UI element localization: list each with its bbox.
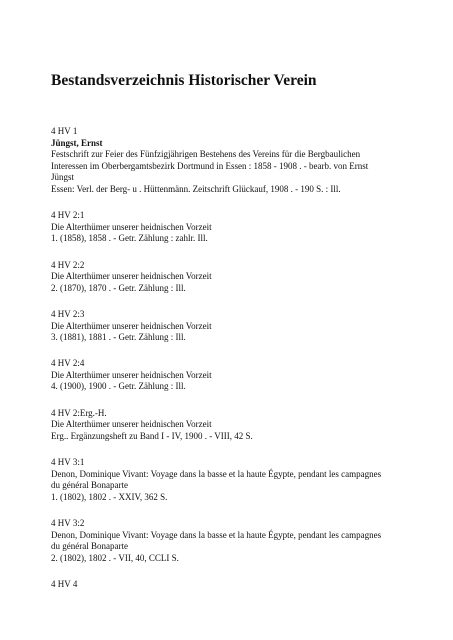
catalog-entry	[51, 358, 411, 393]
catalog-entry	[51, 260, 411, 295]
catalog-entry	[51, 309, 411, 344]
entry-signature: 4 HV 2:3	[51, 308, 85, 319]
catalog-entry	[51, 408, 411, 443]
entry-signature: 4 HV 2:4	[51, 358, 85, 369]
entry-line: Festschrift zur Feier des Fünfzigjährigen Bestehens des Vereins für die Bergbaulichen	[51, 149, 361, 160]
entry-signature: 4 HV 3:2	[51, 518, 85, 528]
entry-line: Denon, Dominique Vivant: Voyage dans la basse et la haute Égypte, pendant les campagnes	[51, 529, 382, 540]
entry-line: Die Alterthümer unserer heidnischen Vorzeit	[51, 221, 212, 232]
catalog-entry	[51, 457, 411, 503]
entry-line: 1. (1858), 1858 . - Getr. Zählung : zahlr. Ill.	[51, 233, 208, 244]
entry-signature: 4 HV 2:1	[51, 210, 85, 221]
entry-line: du général Bonaparte	[51, 480, 128, 491]
entry-author: Jüngst, Ernst	[51, 137, 103, 148]
catalog-entry	[51, 518, 411, 564]
entry-line: Die Alterthümer unserer heidnischen Vorzeit	[51, 419, 212, 430]
entry-line: Interessen im Oberbergamtsbezirk Dortmund in Essen : 1858 - 1908 . - bearb. von Ernst	[51, 160, 369, 171]
entry-line: 3. (1881), 1881 . - Getr. Zählung : Ill.	[51, 332, 186, 343]
catalog-entry	[51, 579, 411, 591]
entry-line: Erg.. Ergänzungsheft zu Band I - IV, 1900 . - VIII, 42 S.	[51, 430, 253, 441]
entry-signature: 4 HV 3:1	[51, 457, 85, 468]
entry-signature: 4 HV 1	[51, 126, 78, 136]
entry-line: Essen: Verl. der Berg- u . Hüttenmänn. Zeitschrift Glückauf, 1908 . - 190 S. : Ill.	[51, 183, 341, 194]
entry-list	[51, 126, 411, 605]
entry-signature: 4 HV 4	[51, 578, 78, 589]
catalog-entry	[51, 210, 411, 245]
entry-line: Die Alterthümer unserer heidnischen Vorzeit	[51, 320, 212, 331]
entry-line: 2. (1802), 1802 . - VII, 40, CCLI S.	[51, 552, 179, 563]
entry-line: 1. (1802), 1802 . - XXIV, 362 S.	[51, 491, 168, 502]
entry-signature: 4 HV 2:Erg.-H.	[51, 407, 107, 418]
entry-signature: 4 HV 2:2	[51, 259, 85, 270]
document-title: Bestandsverzeichnis Historischer Verein	[51, 72, 317, 89]
entry-line: du général Bonaparte	[51, 541, 128, 552]
entry-line: Denon, Dominique Vivant: Voyage dans la basse et la haute Égypte, pendant les campagnes	[51, 468, 382, 479]
catalog-entry	[51, 126, 411, 196]
entry-line: 2. (1870), 1870 . - Getr. Zählung : Ill.	[51, 282, 186, 293]
entry-line: 4. (1900), 1900 . - Getr. Zählung : Ill.	[51, 381, 186, 392]
entry-line: Die Alterthümer unserer heidnischen Vorzeit	[51, 369, 212, 380]
entry-line: Jüngst	[51, 172, 75, 183]
entry-line: Die Alterthümer unserer heidnischen Vorzeit	[51, 271, 212, 282]
